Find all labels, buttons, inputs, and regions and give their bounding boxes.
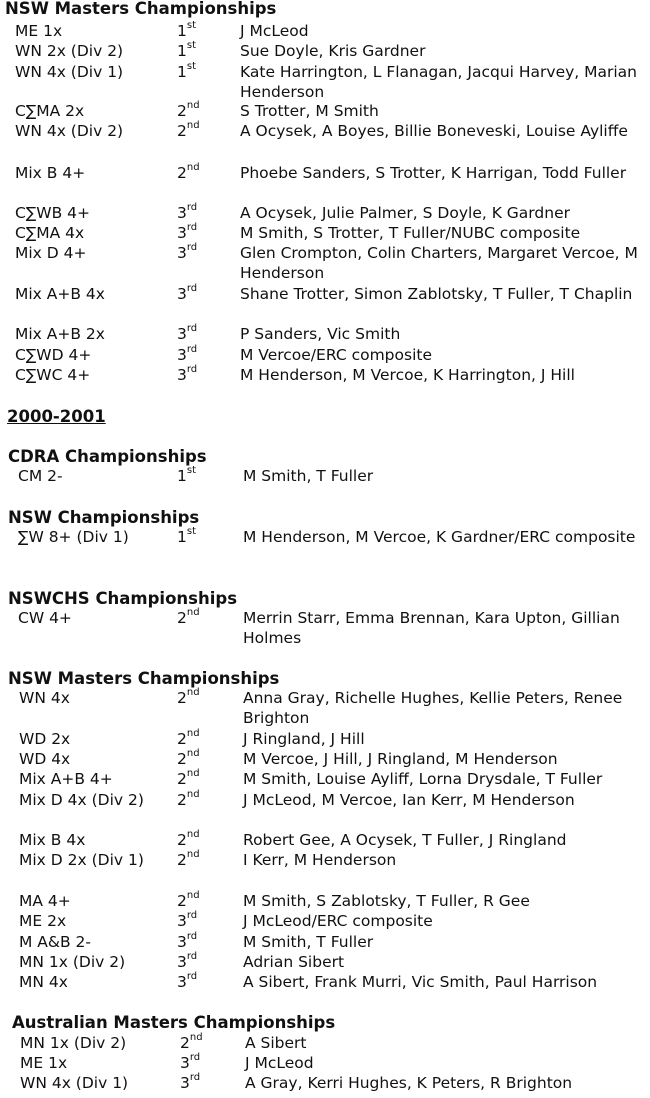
placing-suffix: rd: [186, 322, 198, 334]
crew-names: Adrian Sibert: [243, 953, 345, 971]
event-name: WD 2x: [19, 730, 71, 748]
crew-names: M Henderson, M Vercoe, K Harrington, J Hill: [240, 366, 575, 384]
crew-names: J Ringland, J Hill: [243, 730, 365, 748]
event-name: Mix A+B 4+: [19, 770, 113, 788]
placing-number: 3: [177, 953, 187, 971]
placing: [177, 223, 197, 243]
event-name: C∑WC 4+: [15, 366, 91, 384]
placing: [177, 608, 200, 628]
crew-names: I Kerr, M Henderson: [243, 851, 397, 869]
crew-names: M Smith, Louise Ayliff, Lorna Drysdale, T Fuller: [243, 770, 603, 788]
event-name: WN 4x (Div 1): [20, 1074, 129, 1092]
event-name: MN 4x: [19, 973, 68, 991]
event-name: CM 2-: [18, 467, 63, 485]
placing-suffix: nd: [186, 606, 200, 618]
placing: [177, 345, 197, 365]
placing: [177, 769, 200, 789]
event-name: Mix D 4+: [15, 244, 87, 262]
placing-number: 2: [177, 689, 187, 707]
placing: [177, 952, 197, 972]
placing: [177, 243, 197, 263]
placing-number: 2: [177, 851, 187, 869]
event-name: Mix A+B 4x: [15, 285, 105, 303]
placing-number: 2: [177, 102, 187, 120]
crew-names: P Sanders, Vic Smith: [240, 325, 401, 343]
placing-number: 3: [177, 912, 187, 930]
crew-names: A Sibert, Frank Murri, Vic Smith, Paul Harrison: [243, 973, 598, 991]
placing: [177, 729, 200, 749]
crew-names: M Henderson, M Vercoe, K Gardner/ERC composite: [243, 528, 636, 546]
crew-names: Sue Doyle, Kris Gardner: [240, 42, 426, 60]
championship-heading: NSW Masters Championships: [5, 0, 277, 18]
placing-suffix: rd: [186, 363, 198, 375]
placing-suffix: nd: [189, 1031, 203, 1043]
placing-number: 3: [177, 346, 187, 364]
crew-names: A Sibert: [245, 1034, 307, 1052]
placing-suffix: rd: [186, 909, 198, 921]
placing-number: 2: [177, 770, 187, 788]
placing-suffix: rd: [186, 241, 198, 253]
placing-number: 2: [177, 750, 187, 768]
crew-names: Glen Crompton, Colin Charters, Margaret Vercoe, M Henderson: [240, 244, 638, 283]
placing-suffix: rd: [186, 970, 198, 982]
event-name: WN 4x: [19, 689, 70, 707]
championship-heading: NSW Masters Championships: [8, 669, 280, 688]
crew-names: A Gray, Kerri Hughes, K Peters, R Brighton: [245, 1074, 573, 1092]
crew-names: S Trotter, M Smith: [240, 102, 379, 120]
placing-suffix: rd: [186, 950, 198, 962]
placing-suffix: nd: [186, 889, 200, 901]
placing-suffix: nd: [186, 747, 200, 759]
crew-names: M Smith, T Fuller: [243, 933, 374, 951]
placing: [177, 688, 200, 708]
crew-names: M Vercoe/ERC composite: [240, 346, 432, 364]
placing: [180, 1033, 203, 1053]
placing: [177, 365, 197, 385]
placing-number: 2: [177, 609, 187, 627]
placing-suffix: st: [186, 525, 197, 537]
placing: [180, 1053, 200, 1073]
placing-number: 2: [177, 122, 187, 140]
placing-suffix: st: [186, 60, 197, 72]
placing: [177, 163, 200, 183]
placing-suffix: nd: [186, 686, 200, 698]
crew-names: M Smith, S Trotter, T Fuller/NUBC composite: [240, 224, 581, 242]
championship-heading: NSW Championships: [8, 508, 200, 527]
event-name: WN 4x (Div 1): [15, 63, 124, 81]
crew-names: M Smith, S Zablotsky, T Fuller, R Gee: [243, 892, 530, 910]
placing-number: 2: [177, 831, 187, 849]
placing-suffix: rd: [189, 1071, 201, 1083]
placing-number: 3: [180, 1074, 190, 1092]
placing-number: 3: [177, 285, 187, 303]
placing-suffix: st: [186, 39, 197, 51]
placing-suffix: rd: [186, 930, 198, 942]
placing: [177, 932, 197, 952]
placing: [177, 284, 197, 304]
crew-names: Shane Trotter, Simon Zablotsky, T Fuller, T Chaplin: [240, 285, 633, 303]
event-name: ME 2x: [19, 912, 67, 930]
event-name: Mix B 4+: [15, 164, 86, 182]
crew-names: M Smith, T Fuller: [243, 467, 374, 485]
placing-suffix: nd: [186, 848, 200, 860]
crew-names: Merrin Starr, Emma Brennan, Kara Upton, Gillian Holmes: [243, 609, 620, 648]
event-name: CW 4+: [18, 609, 72, 627]
placing-number: 1: [177, 22, 187, 40]
event-name: M A&B 2-: [19, 933, 92, 951]
placing: [177, 850, 200, 870]
placing-number: 1: [177, 42, 187, 60]
placing-number: 2: [180, 1034, 190, 1052]
placing-suffix: rd: [186, 201, 198, 213]
crew-names: J McLeod, M Vercoe, Ian Kerr, M Henderson: [243, 791, 575, 809]
event-name: Mix A+B 2x: [15, 325, 105, 343]
placing: [177, 749, 200, 769]
placing-number: 2: [177, 164, 187, 182]
placing: [177, 203, 197, 223]
championship-heading: CDRA Championships: [8, 447, 207, 466]
crew-names: Kate Harrington, L Flanagan, Jacqui Harvey, Marian Henderson: [240, 63, 638, 102]
placing-suffix: rd: [186, 282, 198, 294]
crew-names: M Vercoe, J Hill, J Ringland, M Henderson: [243, 750, 558, 768]
placing-number: 3: [177, 366, 187, 384]
placing: [177, 41, 196, 61]
placing-number: 3: [177, 224, 187, 242]
event-name: WD 4x: [19, 750, 71, 768]
placing: [177, 62, 196, 82]
placing-suffix: rd: [186, 343, 198, 355]
placing-number: 2: [177, 730, 187, 748]
placing: [177, 891, 200, 911]
event-name: MN 1x (Div 2): [19, 953, 126, 971]
crew-names: J McLeod/ERC composite: [243, 912, 433, 930]
placing-number: 3: [177, 933, 187, 951]
placing: [177, 830, 200, 850]
placing-suffix: nd: [186, 119, 200, 131]
placing-suffix: rd: [186, 221, 198, 233]
placing-number: 3: [177, 973, 187, 991]
event-name: MA 4+: [19, 892, 71, 910]
placing-number: 3: [177, 204, 187, 222]
placing-number: 3: [180, 1054, 190, 1072]
placing: [177, 527, 196, 547]
championship-heading: NSWCHS Championships: [8, 589, 238, 608]
placing-suffix: nd: [186, 99, 200, 111]
season-heading: 2000-2001: [7, 407, 106, 426]
event-name: C∑MA 4x: [15, 224, 85, 242]
event-name: ∑W 8+ (Div 1): [18, 528, 129, 546]
placing-suffix: st: [186, 464, 197, 476]
placing-suffix: nd: [186, 828, 200, 840]
placing: [177, 21, 196, 41]
placing-suffix: nd: [186, 788, 200, 800]
crew-names: Phoebe Sanders, S Trotter, K Harrigan, Todd Fuller: [240, 164, 627, 182]
placing: [177, 121, 200, 141]
crew-names: A Ocysek, Julie Palmer, S Doyle, K Gardner: [240, 204, 570, 222]
placing: [177, 790, 200, 810]
placing-number: 3: [177, 244, 187, 262]
event-name: C∑WB 4+: [15, 204, 91, 222]
event-name: ME 1x: [20, 1054, 68, 1072]
placing: [180, 1073, 200, 1093]
placing: [177, 972, 197, 992]
placing: [177, 101, 200, 121]
crew-names: A Ocysek, A Boyes, Billie Boneveski, Louise Ayliffe: [240, 122, 628, 140]
placing-number: 2: [177, 791, 187, 809]
placing-suffix: st: [186, 19, 197, 31]
placing: [177, 466, 196, 486]
event-name: C∑MA 2x: [15, 102, 85, 120]
placing-number: 1: [177, 528, 187, 546]
placing-suffix: nd: [186, 161, 200, 173]
event-name: ME 1x: [15, 22, 63, 40]
placing: [177, 911, 197, 931]
crew-names: J McLeod: [240, 22, 309, 40]
placing-number: 2: [177, 892, 187, 910]
event-name: MN 1x (Div 2): [20, 1034, 127, 1052]
crew-names: J McLeod: [245, 1054, 314, 1072]
event-name: WN 4x (Div 2): [15, 122, 124, 140]
event-name: Mix B 4x: [19, 831, 86, 849]
event-name: C∑WD 4+: [15, 346, 92, 364]
event-name: WN 2x (Div 2): [15, 42, 124, 60]
placing-number: 3: [177, 325, 187, 343]
event-name: Mix D 4x (Div 2): [19, 791, 144, 809]
crew-names: Robert Gee, A Ocysek, T Fuller, J Ringland: [243, 831, 567, 849]
event-name: Mix D 2x (Div 1): [19, 851, 144, 869]
placing-number: 1: [177, 467, 187, 485]
placing-suffix: nd: [186, 767, 200, 779]
crew-names: Anna Gray, Richelle Hughes, Kellie Peters, Renee Brighton: [243, 689, 623, 728]
placing-suffix: rd: [189, 1051, 201, 1063]
placing-number: 1: [177, 63, 187, 81]
championship-heading: Australian Masters Championships: [12, 1013, 336, 1032]
placing-suffix: nd: [186, 727, 200, 739]
placing: [177, 324, 197, 344]
